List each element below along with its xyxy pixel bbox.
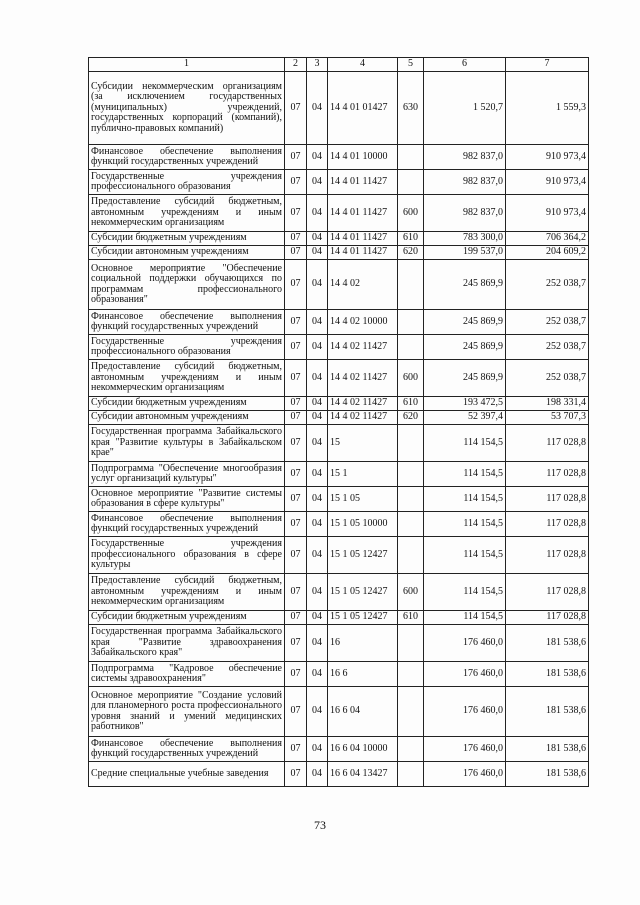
table-row [89, 462, 589, 487]
table-row [89, 170, 589, 195]
row-subsection: 04 [307, 145, 328, 170]
row-value-1: 193 472,5 [424, 397, 506, 411]
row-value-1: 199 537,0 [424, 246, 506, 260]
row-value-2: 910 973,4 [506, 170, 589, 195]
row-subsection: 04 [307, 260, 328, 310]
row-target-code: 14 4 01 01427 [328, 72, 398, 145]
row-name: Субсидии бюджетным учреждениям [89, 611, 285, 625]
row-section: 07 [285, 487, 307, 512]
row-expense-type: 630 [398, 72, 424, 145]
row-section: 07 [285, 232, 307, 246]
row-expense-type [398, 462, 424, 487]
row-expense-type [398, 662, 424, 687]
table-row [89, 310, 589, 335]
row-name: Подпрограмма "Обеспечение многообразия услуг организаций культуры" [89, 462, 285, 487]
table-row [89, 360, 589, 397]
row-section: 07 [285, 310, 307, 335]
table-row [89, 72, 589, 145]
row-value-1: 114 154,5 [424, 611, 506, 625]
row-subsection: 04 [307, 246, 328, 260]
row-value-2: 117 028,8 [506, 462, 589, 487]
table-row [89, 411, 589, 425]
row-value-1: 176 460,0 [424, 687, 506, 737]
table-row [89, 611, 589, 625]
row-expense-type [398, 625, 424, 662]
row-subsection: 04 [307, 512, 328, 537]
row-value-1: 245 869,9 [424, 360, 506, 397]
row-name: Субсидии автономным учреждениям [89, 246, 285, 260]
row-section: 07 [285, 170, 307, 195]
row-value-2: 117 028,8 [506, 512, 589, 537]
row-subsection: 04 [307, 425, 328, 462]
row-section: 07 [285, 411, 307, 425]
row-value-2: 910 973,4 [506, 145, 589, 170]
row-section: 07 [285, 335, 307, 360]
row-target-code: 14 4 02 [328, 260, 398, 310]
row-expense-type [398, 737, 424, 762]
table-body [89, 72, 589, 787]
row-name: Предоставление субсидий бюджетным, автономным учреждениям и иным некоммерческим организациям [89, 360, 285, 397]
row-section: 07 [285, 687, 307, 737]
row-value-2: 252 038,7 [506, 335, 589, 360]
header-cell: 2 [285, 58, 307, 72]
row-expense-type [398, 762, 424, 787]
row-target-code: 15 [328, 425, 398, 462]
row-name: Государственные учреждения профессионального образования [89, 170, 285, 195]
row-expense-type: 620 [398, 246, 424, 260]
row-name: Предоставление субсидий бюджетным, автономным учреждениям и иным некоммерческим организациям [89, 574, 285, 611]
row-expense-type [398, 145, 424, 170]
row-value-1: 982 837,0 [424, 170, 506, 195]
row-target-code: 15 1 05 10000 [328, 512, 398, 537]
row-expense-type: 620 [398, 411, 424, 425]
row-expense-type [398, 537, 424, 574]
row-value-1: 176 460,0 [424, 762, 506, 787]
row-name: Субсидии автономным учреждениям [89, 411, 285, 425]
row-value-1: 245 869,9 [424, 310, 506, 335]
row-value-2: 117 028,8 [506, 487, 589, 512]
row-section: 07 [285, 397, 307, 411]
row-target-code: 14 4 01 11427 [328, 246, 398, 260]
row-subsection: 04 [307, 195, 328, 232]
row-subsection: 04 [307, 611, 328, 625]
row-name: Финансовое обеспечение выполнения функций государственных учреждений [89, 310, 285, 335]
row-target-code: 14 4 01 11427 [328, 170, 398, 195]
table-row [89, 625, 589, 662]
row-value-2: 706 364,2 [506, 232, 589, 246]
row-value-2: 181 538,6 [506, 762, 589, 787]
row-subsection: 04 [307, 662, 328, 687]
table-row [89, 195, 589, 232]
row-subsection: 04 [307, 762, 328, 787]
row-target-code: 14 4 02 11427 [328, 397, 398, 411]
row-section: 07 [285, 145, 307, 170]
row-name: Основное мероприятие "Развитие системы образования в сфере культуры" [89, 487, 285, 512]
row-value-2: 117 028,8 [506, 574, 589, 611]
row-target-code: 16 [328, 625, 398, 662]
row-value-1: 114 154,5 [424, 462, 506, 487]
row-section: 07 [285, 512, 307, 537]
row-value-2: 252 038,7 [506, 360, 589, 397]
table-row [89, 397, 589, 411]
row-value-1: 245 869,9 [424, 335, 506, 360]
table-row [89, 687, 589, 737]
row-subsection: 04 [307, 397, 328, 411]
row-value-1: 114 154,5 [424, 487, 506, 512]
row-section: 07 [285, 737, 307, 762]
row-expense-type: 600 [398, 195, 424, 232]
row-value-2: 117 028,8 [506, 611, 589, 625]
row-section: 07 [285, 72, 307, 145]
row-name: Основное мероприятие "Обеспечение социальной поддержки обучающихся по программам профессионального образования" [89, 260, 285, 310]
row-target-code: 14 4 02 10000 [328, 310, 398, 335]
row-name: Государственная программа Забайкальского края "Развитие культуры в Забайкальском крае" [89, 425, 285, 462]
row-expense-type [398, 512, 424, 537]
table-row [89, 246, 589, 260]
row-value-2: 181 538,6 [506, 737, 589, 762]
row-subsection: 04 [307, 411, 328, 425]
row-section: 07 [285, 611, 307, 625]
row-name: Субсидии бюджетным учреждениям [89, 397, 285, 411]
row-expense-type [398, 687, 424, 737]
row-name: Предоставление субсидий бюджетным, автономным учреждениям и иным некоммерческим организациям [89, 195, 285, 232]
row-name: Государственные учреждения профессионального образования [89, 335, 285, 360]
row-name: Финансовое обеспечение выполнения функций государственных учреждений [89, 512, 285, 537]
row-name: Подпрограмма "Кадровое обеспечение системы здравоохранения" [89, 662, 285, 687]
row-section: 07 [285, 260, 307, 310]
row-name: Финансовое обеспечение выполнения функций государственных учреждений [89, 737, 285, 762]
row-target-code: 15 1 05 12427 [328, 611, 398, 625]
row-value-1: 783 300,0 [424, 232, 506, 246]
row-subsection: 04 [307, 335, 328, 360]
row-subsection: 04 [307, 72, 328, 145]
row-target-code: 15 1 05 12427 [328, 574, 398, 611]
row-value-1: 245 869,9 [424, 260, 506, 310]
row-value-2: 1 559,3 [506, 72, 589, 145]
row-subsection: 04 [307, 360, 328, 397]
row-target-code: 16 6 04 [328, 687, 398, 737]
row-value-1: 114 154,5 [424, 425, 506, 462]
table-row [89, 145, 589, 170]
header-cell: 4 [328, 58, 398, 72]
row-value-2: 252 038,7 [506, 310, 589, 335]
row-target-code: 15 1 05 12427 [328, 537, 398, 574]
row-subsection: 04 [307, 737, 328, 762]
table-row [89, 662, 589, 687]
row-value-2: 910 973,4 [506, 195, 589, 232]
row-section: 07 [285, 537, 307, 574]
row-expense-type [398, 335, 424, 360]
row-value-2: 198 331,4 [506, 397, 589, 411]
table-row [89, 487, 589, 512]
table-row [89, 232, 589, 246]
row-expense-type [398, 310, 424, 335]
row-expense-type [398, 487, 424, 512]
row-value-2: 181 538,6 [506, 662, 589, 687]
row-target-code: 14 4 02 11427 [328, 335, 398, 360]
header-cell: 7 [506, 58, 589, 72]
row-expense-type: 600 [398, 360, 424, 397]
header-cell: 5 [398, 58, 424, 72]
row-expense-type [398, 170, 424, 195]
row-section: 07 [285, 762, 307, 787]
row-section: 07 [285, 462, 307, 487]
row-subsection: 04 [307, 625, 328, 662]
row-value-2: 53 707,3 [506, 411, 589, 425]
row-value-1: 176 460,0 [424, 662, 506, 687]
table-header-row [89, 58, 589, 72]
row-target-code: 14 4 01 11427 [328, 195, 398, 232]
row-target-code: 14 4 01 10000 [328, 145, 398, 170]
row-target-code: 14 4 02 11427 [328, 411, 398, 425]
table-row [89, 425, 589, 462]
row-expense-type [398, 425, 424, 462]
row-value-1: 1 520,7 [424, 72, 506, 145]
row-section: 07 [285, 662, 307, 687]
row-value-1: 114 154,5 [424, 512, 506, 537]
table-row [89, 537, 589, 574]
row-name: Субсидии бюджетным учреждениям [89, 232, 285, 246]
row-section: 07 [285, 625, 307, 662]
row-value-1: 982 837,0 [424, 145, 506, 170]
row-expense-type: 610 [398, 611, 424, 625]
row-value-1: 982 837,0 [424, 195, 506, 232]
page-number: 73 [314, 818, 326, 832]
row-section: 07 [285, 246, 307, 260]
row-expense-type: 600 [398, 574, 424, 611]
row-section: 07 [285, 574, 307, 611]
table-row [89, 512, 589, 537]
row-target-code: 15 1 [328, 462, 398, 487]
row-value-2: 181 538,6 [506, 625, 589, 662]
row-value-1: 114 154,5 [424, 574, 506, 611]
table-row [89, 762, 589, 787]
header-cell: 1 [89, 58, 285, 72]
row-target-code: 14 4 01 11427 [328, 232, 398, 246]
table-row [89, 335, 589, 360]
table-row [89, 737, 589, 762]
row-target-code: 16 6 [328, 662, 398, 687]
row-subsection: 04 [307, 310, 328, 335]
row-subsection: 04 [307, 462, 328, 487]
row-name: Средние специальные учебные заведения [89, 762, 285, 787]
row-name: Основное мероприятие "Создание условий для планомерного роста профессионального уровня знаний и умений медицинских работников" [89, 687, 285, 737]
row-expense-type [398, 260, 424, 310]
row-name: Субсидии некоммерческим организациям (за исключением государственных (муниципальных) учреждений, государственных корпораций (компаний), публично-правовых компаний) [89, 72, 285, 145]
row-value-1: 176 460,0 [424, 737, 506, 762]
row-name: Государственные учреждения профессионального образования в сфере культуры [89, 537, 285, 574]
row-subsection: 04 [307, 537, 328, 574]
row-subsection: 04 [307, 232, 328, 246]
row-target-code: 16 6 04 13427 [328, 762, 398, 787]
row-subsection: 04 [307, 170, 328, 195]
row-expense-type: 610 [398, 397, 424, 411]
header-cell: 6 [424, 58, 506, 72]
table-row [89, 574, 589, 611]
header-cell: 3 [307, 58, 328, 72]
row-name: Финансовое обеспечение выполнения функций государственных учреждений [89, 145, 285, 170]
row-name: Государственная программа Забайкальского края "Развитие здравоохранения Забайкальского края" [89, 625, 285, 662]
row-target-code: 14 4 02 11427 [328, 360, 398, 397]
row-expense-type: 610 [398, 232, 424, 246]
row-value-1: 114 154,5 [424, 537, 506, 574]
row-section: 07 [285, 425, 307, 462]
row-value-2: 181 538,6 [506, 687, 589, 737]
row-value-1: 52 397,4 [424, 411, 506, 425]
row-subsection: 04 [307, 487, 328, 512]
row-subsection: 04 [307, 574, 328, 611]
row-value-1: 176 460,0 [424, 625, 506, 662]
row-section: 07 [285, 360, 307, 397]
budget-table [88, 57, 589, 787]
row-value-2: 204 609,2 [506, 246, 589, 260]
row-section: 07 [285, 195, 307, 232]
row-subsection: 04 [307, 687, 328, 737]
row-target-code: 16 6 04 10000 [328, 737, 398, 762]
row-value-2: 117 028,8 [506, 537, 589, 574]
row-value-2: 252 038,7 [506, 260, 589, 310]
table-row [89, 260, 589, 310]
row-value-2: 117 028,8 [506, 425, 589, 462]
row-target-code: 15 1 05 [328, 487, 398, 512]
